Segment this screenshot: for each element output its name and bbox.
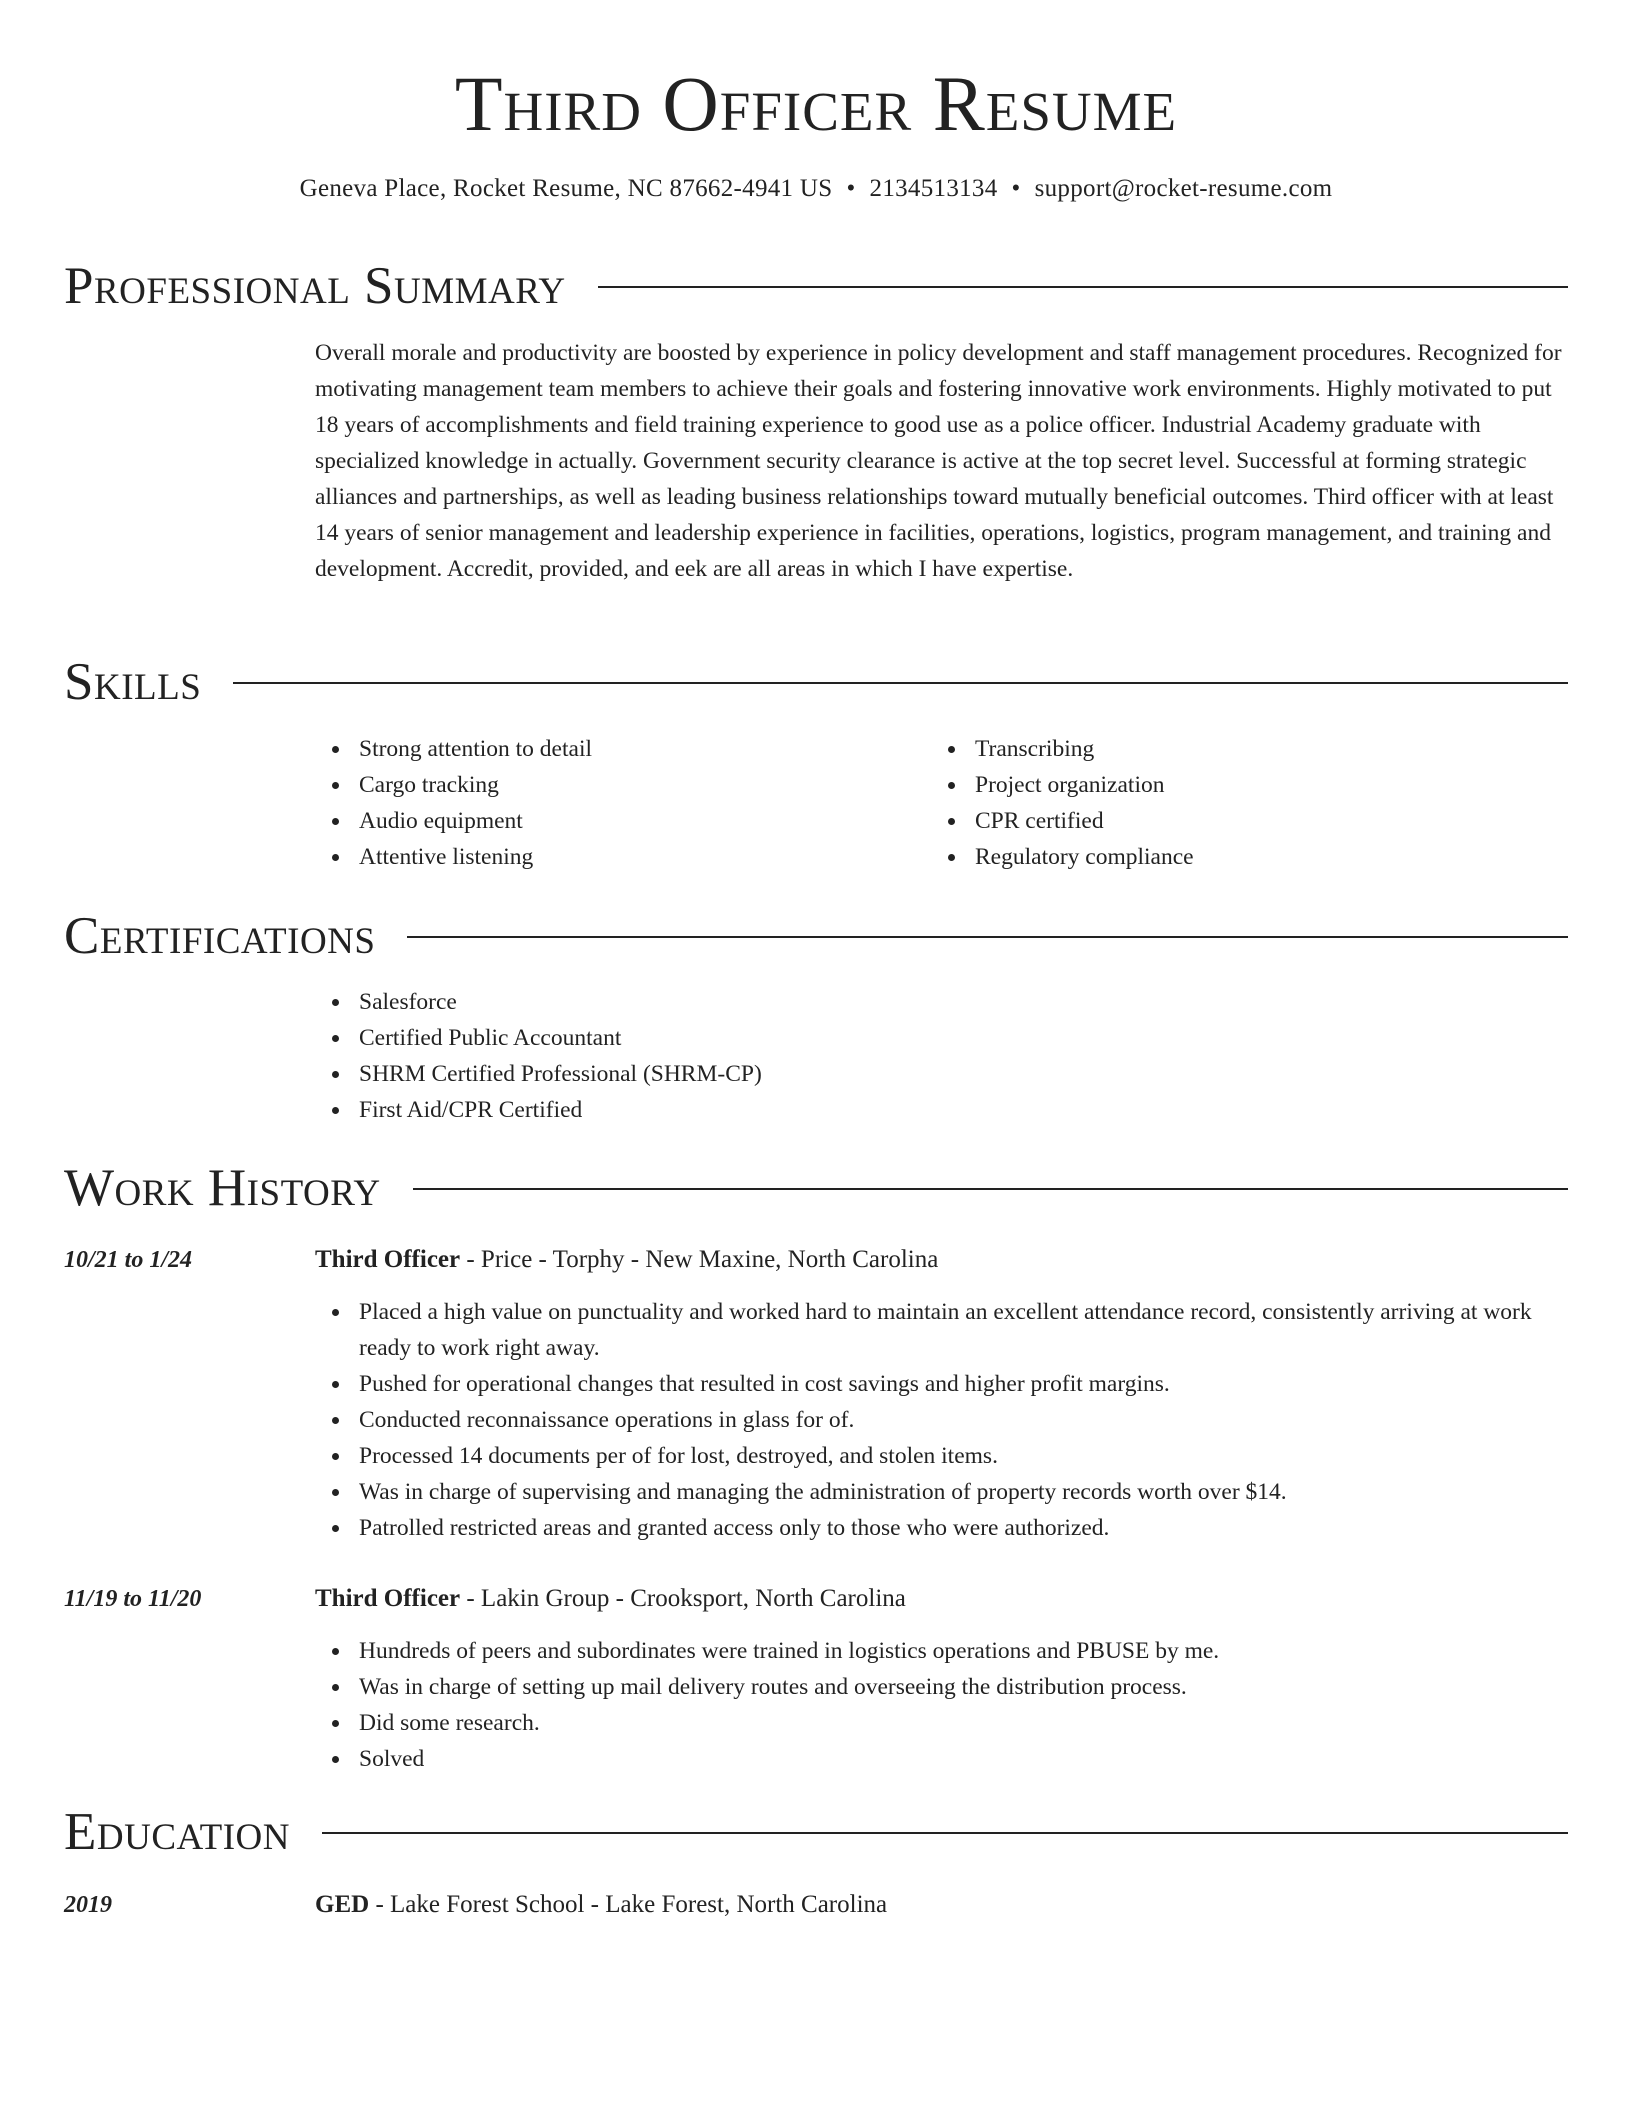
job-entry (315, 1581, 1568, 1777)
section-title-skills: Skills (64, 653, 202, 711)
education-header (64, 1802, 1568, 1862)
certifications-header (64, 906, 1568, 966)
education-degree: GED (315, 1891, 370, 1918)
education-year: 2019 (64, 1892, 112, 1918)
contact-phone: 2134513134 (869, 175, 998, 202)
job-bullet: Processed 14 documents per of for lost, destroyed, and stolen items. (315, 1438, 1568, 1474)
work-history-section (64, 1158, 1568, 1218)
work-history-header (64, 1158, 1568, 1218)
contact-line (64, 172, 1568, 206)
resume-title: Third Officer Resume (454, 60, 1178, 147)
certifications-section (64, 906, 1568, 966)
summary-header (64, 256, 1568, 316)
section-divider (233, 682, 1568, 684)
job-bullets (315, 1294, 1568, 1546)
section-divider (413, 1188, 1568, 1190)
education-heading (315, 1887, 1568, 1923)
certifications-list (315, 984, 1568, 1128)
job-bullet: Was in charge of setting up mail delivery routes and overseeing the distribution process. (315, 1669, 1568, 1705)
skills-column-left (315, 731, 931, 875)
skill-item: Attentive listening (315, 839, 931, 875)
education-school: - Lake Forest School - Lake Forest, North Carolina (369, 1891, 888, 1918)
job-title: Third Officer (315, 1585, 461, 1612)
skill-item: Project organization (931, 767, 1547, 803)
job-bullet: Hundreds of peers and subordinates were trained in logistics operations and PBUSE by me. (315, 1633, 1568, 1669)
certification-item: Certified Public Accountant (315, 1020, 1568, 1056)
section-title-work-history: Work History (64, 1159, 381, 1217)
skills-section (64, 652, 1568, 712)
job-bullet: Patrolled restricted areas and granted access only to those who were authorized. (315, 1510, 1568, 1546)
job-employer: - Lakin Group - Crooksport, North Carolina (460, 1585, 906, 1612)
job-heading (315, 1581, 1568, 1617)
contact-address: Geneva Place, Rocket Resume, NC 87662-4941 US (299, 175, 833, 202)
job-bullet: Placed a high value on punctuality and worked hard to maintain an excellent attendance record, consistently arriving at work ready to work right away. (315, 1294, 1568, 1366)
section-title-education: Education (64, 1803, 290, 1861)
job-bullet: Pushed for operational changes that resulted in cost savings and higher profit margins. (315, 1366, 1568, 1402)
skills-list (315, 731, 1568, 875)
job-bullet: Was in charge of supervising and managing the administration of property records worth over $14. (315, 1474, 1568, 1510)
job-heading (315, 1242, 1568, 1278)
skill-item: Cargo tracking (315, 767, 931, 803)
contact-separator: • (846, 175, 856, 202)
summary-text: Overall morale and productivity are boosted by experience in policy development and staff management procedures. Recognized for motivating management team members to achieve their goals and fostering innovative work environments. Highly motivated to put 18 years of accomplishments and field training experience to good use as a police officer. Industrial Academy graduate with specialized knowledge in actually. Government security clearance is active at the top secret level. Successful at forming strategic alliances and partnerships, as well as leading business relationships toward mutually beneficial outcomes. Third officer with at least 14 years of senior management and leadership experience in facilities, operations, logistics, program management, and training and development. Accredit, provided, and eek are all areas in which I have expertise. (315, 340, 1562, 582)
section-divider (322, 1832, 1568, 1834)
job-dates: 11/19 to 11/20 (64, 1586, 202, 1612)
job-dates: 10/21 to 1/24 (64, 1247, 193, 1273)
skill-item: Transcribing (931, 731, 1547, 767)
certification-item: Salesforce (315, 984, 1568, 1020)
skills-column-right (931, 731, 1547, 875)
certification-item: First Aid/CPR Certified (315, 1092, 1568, 1128)
certification-item: SHRM Certified Professional (SHRM-CP) (315, 1056, 1568, 1092)
skill-item: Strong attention to detail (315, 731, 931, 767)
job-bullet: Solved (315, 1741, 1568, 1777)
skill-item: CPR certified (931, 803, 1547, 839)
job-bullets (315, 1633, 1568, 1777)
skill-item: Regulatory compliance (931, 839, 1547, 875)
job-bullet: Conducted reconnaissance operations in glass for of. (315, 1402, 1568, 1438)
summary-section (64, 256, 1568, 316)
contact-separator: • (1011, 175, 1021, 202)
section-title-summary: Professional Summary (64, 257, 566, 315)
job-bullet: Did some research. (315, 1705, 1568, 1741)
education-entry (315, 1887, 1568, 1939)
job-entry (315, 1242, 1568, 1546)
skills-header (64, 652, 1568, 712)
section-title-certifications: Certifications (64, 907, 376, 965)
skill-item: Audio equipment (315, 803, 931, 839)
contact-email: support@rocket-resume.com (1034, 175, 1333, 202)
education-section (64, 1802, 1568, 1862)
section-divider (598, 286, 1568, 288)
section-divider (407, 936, 1568, 938)
job-employer: - Price - Torphy - New Maxine, North Carolina (460, 1246, 939, 1273)
job-title: Third Officer (315, 1246, 461, 1273)
